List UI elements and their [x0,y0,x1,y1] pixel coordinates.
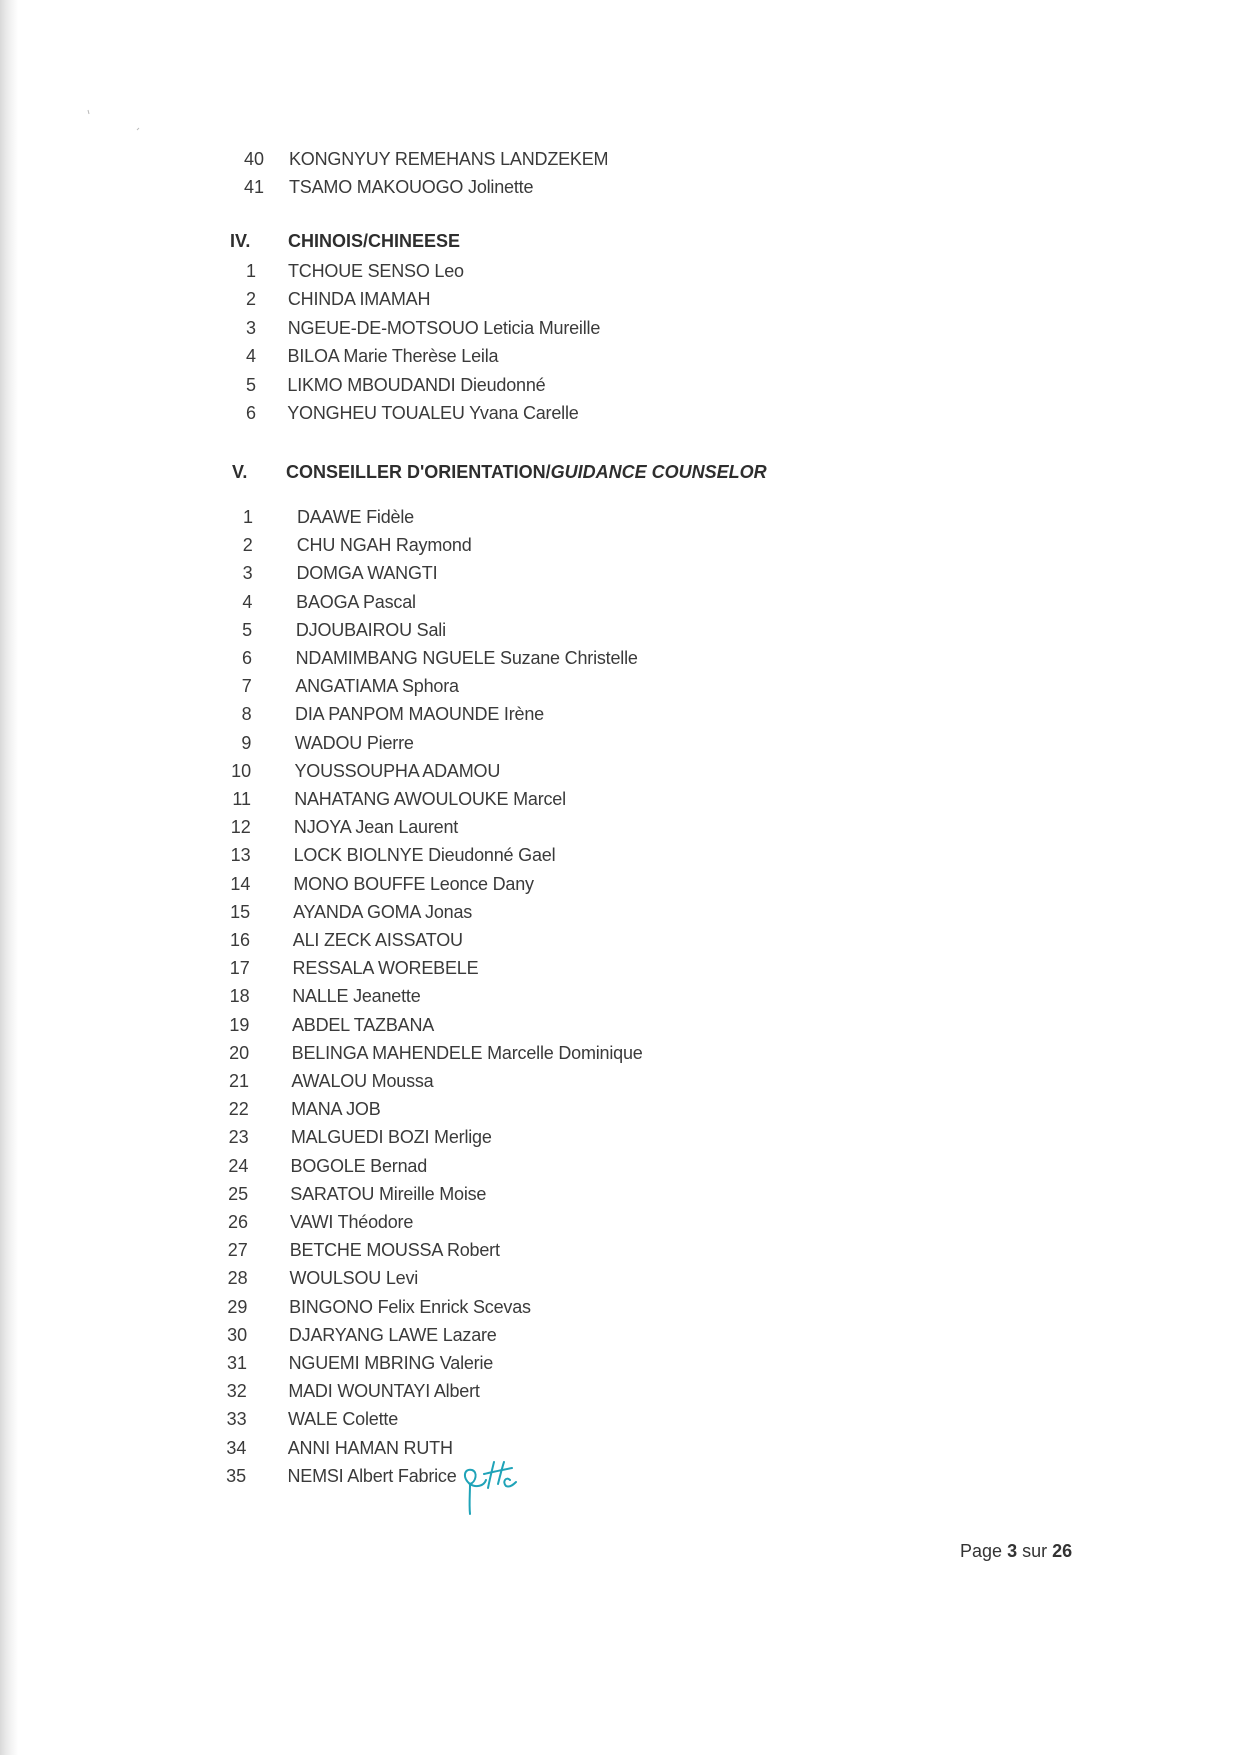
item-number: 34 [226,1437,247,1458]
item-name: LIKMO MBOUDANDI Dieudonné [287,374,546,395]
item-name: KONGNYUY REMEHANS LANDZEKEM [289,149,609,169]
item-name: VAWI Théodore [290,1212,414,1232]
list-item [0,617,1242,643]
scan-specks [80,100,160,140]
section-v-title-plain: CONSEILLER D'ORIENTATION/ [286,462,551,482]
list-item [0,504,1242,530]
page-footer [960,1538,1072,1564]
list-item [0,1181,1242,1207]
list-item [0,1040,1242,1066]
item-number: 2 [242,535,253,556]
item-number: 22 [228,1099,249,1120]
item-name: NJOYA Jean Laurent [293,817,459,838]
list-item [0,174,1242,200]
item-name: TSAMO MAKOUOGO Jolinette [289,176,534,197]
item-number: 14 [230,873,251,894]
item-number: 33 [226,1409,247,1430]
item-number: 21 [228,1071,249,1091]
item-number: 3 [242,563,253,584]
list-item [0,1463,1242,1489]
item-number: 5 [245,374,256,395]
item-number: 41 [243,176,264,197]
item-number: 29 [227,1296,248,1317]
list-item [0,1209,1242,1235]
item-name: BELINGA MAHENDELE Marcelle Dominique [291,1042,643,1063]
item-number: 28 [227,1268,248,1289]
section-v-title [286,459,767,485]
item-name: LOCK BIOLNYE Dieudonné Gael [293,845,556,866]
item-name: NGUEMI MBRING Valerie [288,1353,494,1373]
item-name: WALE Colette [288,1409,399,1430]
list-item [0,146,1242,172]
item-name: BAOGA Pascal [296,591,416,612]
list-item [0,286,1242,312]
list-item [0,842,1242,868]
list-item [0,871,1242,897]
item-name: DIA PANPOM MAOUNDE Irène [295,704,544,725]
list-item [0,1435,1242,1461]
item-number: 40 [243,149,264,169]
section-v-title-italic: GUIDANCE COUNSELOR [550,462,767,482]
list-item [0,1068,1242,1094]
item-number: 25 [228,1183,249,1204]
item-name: TCHOUE SENSO Leo [288,261,464,281]
item-number: 10 [231,760,252,781]
item-name: AWALOU Moussa [291,1071,434,1091]
item-name: AYANDA GOMA Jonas [293,901,473,922]
item-name: ANNI HAMAN RUTH [287,1437,453,1458]
item-number: 5 [242,619,253,640]
item-name: ABDEL TAZBANA [291,1014,435,1035]
list-item [0,1322,1242,1348]
item-number: 31 [226,1353,247,1373]
section-iv-numeral: IV. [230,231,251,251]
item-name: NGEUE-DE-MOTSOUO Leticia Mureille [287,317,601,338]
list-item [0,1406,1242,1432]
handwritten-initials [458,1458,528,1522]
item-name: YONGHEU TOUALEU Yvana Carelle [287,403,579,423]
section-iv-title: CHINOIS/CHINEESE [288,231,461,251]
list-item [0,1350,1242,1376]
list-item [0,730,1242,756]
item-name: ALI ZECK AISSATOU [292,930,463,950]
item-name: BILOA Marie Therèse Leila [287,346,499,367]
item-name: CHINDA IMAMAH [287,289,431,310]
item-name: WOULSOU Levi [289,1268,419,1289]
item-name: NEMSI Albert Fabrice [287,1465,457,1486]
item-number: 6 [245,403,256,423]
item-name: NAHATANG AWOULOUKE Marcel [294,789,566,809]
list-item [0,983,1242,1009]
item-number: 17 [229,958,250,979]
section-v-numeral: V. [232,462,248,482]
item-number: 3 [245,317,256,338]
list-item [0,343,1242,369]
item-number: 24 [228,1155,249,1176]
footer-total-pages: 26 [1052,1541,1073,1561]
list-item [0,1378,1242,1404]
item-number: 16 [229,930,250,950]
item-name: MALGUEDI BOZI Merlige [290,1127,492,1148]
item-name: MADI WOUNTAYI Albert [288,1381,480,1402]
list-item [0,645,1242,671]
list-item [0,589,1242,615]
item-number: 20 [229,1042,250,1063]
item-name: DOMGA WANGTI [296,563,438,584]
item-name: SARATOU Mireille Moise [290,1183,487,1204]
list-item [0,400,1242,426]
list-item [0,1012,1242,1038]
list-item [0,1096,1242,1122]
item-name: RESSALA WOREBELE [292,958,479,979]
item-number: 4 [242,591,253,612]
list-item [0,955,1242,981]
item-name: ANGATIAMA Sphora [295,676,459,697]
item-number: 26 [227,1212,248,1232]
list-item [0,1294,1242,1320]
item-name: NALLE Jeanette [292,986,421,1007]
item-name: BINGONO Felix Enrick Scevas [289,1296,531,1317]
item-number: 12 [230,817,251,838]
item-number: 13 [230,845,251,866]
list-item [0,315,1242,341]
list-item [0,758,1242,784]
list-item [0,1124,1242,1150]
item-name: YOUSSOUPHA ADAMOU [294,760,501,781]
list-item [0,927,1242,953]
list-item [0,1237,1242,1263]
list-item [0,814,1242,840]
item-name: MANA JOB [291,1099,381,1120]
item-number: 18 [229,986,250,1007]
list-item [0,899,1242,925]
item-name: BETCHE MOUSSA Robert [289,1240,500,1261]
list-item [0,1153,1242,1179]
list-item [0,372,1242,398]
item-name: NDAMIMBANG NGUELE Suzane Christelle [295,648,638,668]
list-item [0,1265,1242,1291]
list-item [0,673,1242,699]
footer-current-page: 3 [1007,1541,1018,1561]
list-item [0,258,1242,284]
item-number: 23 [228,1127,249,1148]
item-number: 7 [241,676,252,697]
item-name: DJARYANG LAWE Lazare [288,1324,497,1345]
list-item [0,532,1242,558]
item-number: 1 [245,261,256,281]
item-number: 9 [241,732,252,753]
list-item [0,786,1242,812]
item-number: 1 [242,507,253,527]
item-name: MONO BOUFFE Leonce Dany [293,873,534,894]
item-name: WADOU Pierre [294,732,414,753]
item-name: CHU NGAH Raymond [296,535,472,556]
item-number: 11 [232,789,251,809]
item-number: 32 [226,1381,247,1402]
item-number: 19 [229,1014,250,1035]
item-number: 15 [230,901,251,922]
item-name: DJOUBAIROU Sali [295,619,446,640]
list-item [0,560,1242,586]
item-name: BOGOLE Bernad [290,1155,428,1176]
list-item [0,701,1242,727]
item-name: DAAWE Fidèle [297,507,414,527]
item-number: 30 [227,1324,248,1345]
item-number: 27 [227,1240,248,1261]
item-number: 6 [241,648,252,668]
footer-sep: sur [1022,1541,1048,1561]
footer-prefix: Page [960,1541,1003,1561]
item-number: 8 [241,704,252,725]
item-number: 35 [226,1465,247,1486]
item-number: 4 [245,346,256,367]
item-number: 2 [245,289,256,310]
